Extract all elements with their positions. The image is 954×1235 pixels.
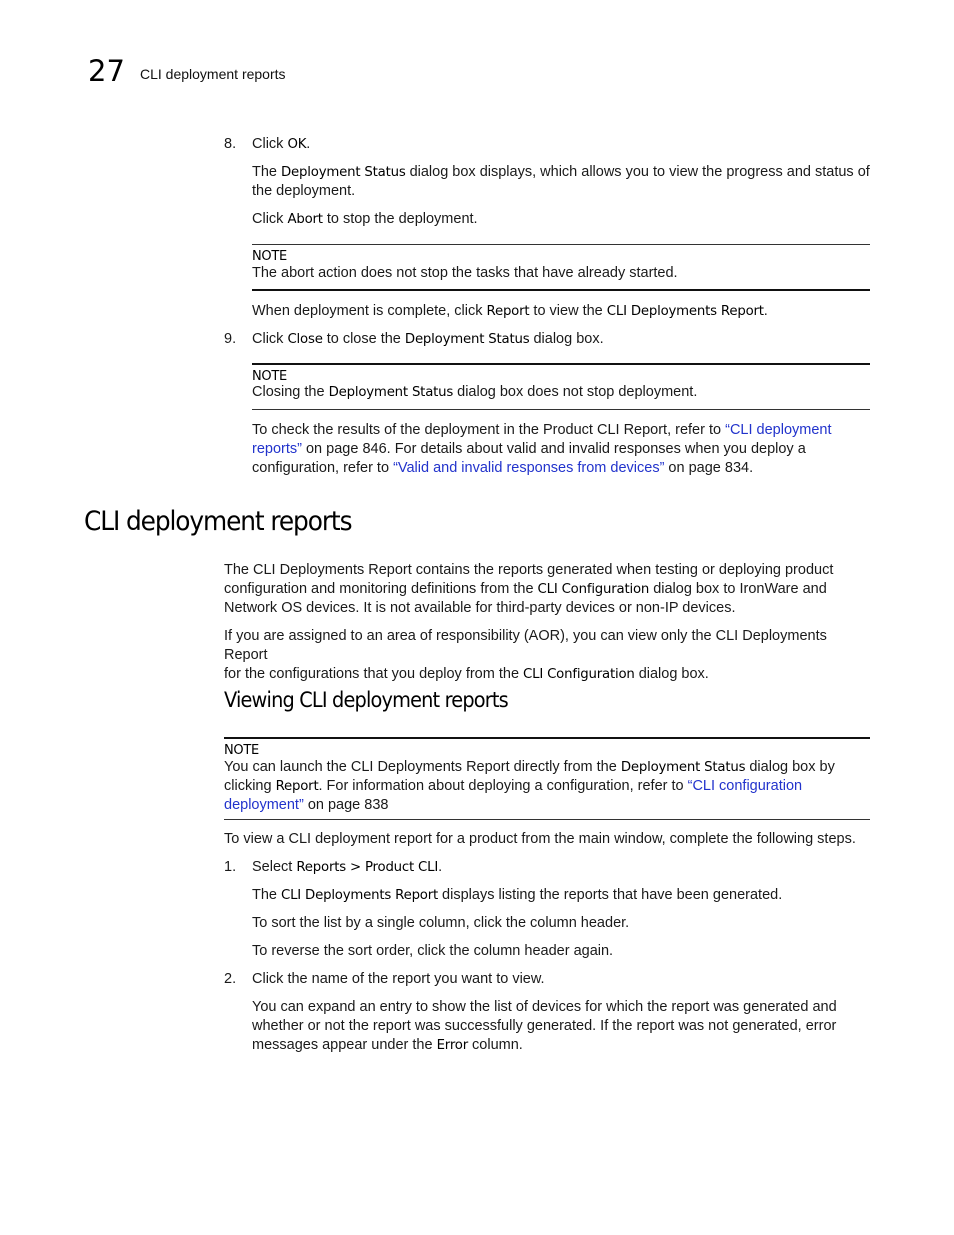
- chapter-number: 27: [88, 54, 125, 88]
- text: to stop the deployment.: [322, 211, 478, 227]
- step-8-para-1: [252, 163, 872, 201]
- view-step-2-para-1: [252, 998, 872, 1055]
- text: Click: [252, 331, 288, 347]
- view-step-1-para-3: To reverse the sort order, click the column header again.: [252, 943, 614, 959]
- text: dialog box by: [745, 759, 835, 775]
- view-step-1-para-1: [252, 886, 782, 905]
- note-3-label: NOTE: [224, 743, 259, 758]
- text: The CLI Deployments Report contains the reports generated when testing or deploying product: [224, 562, 834, 578]
- report-term: Report: [486, 304, 530, 319]
- text: to close the: [322, 331, 405, 347]
- text: .: [763, 303, 768, 319]
- step-8-text: [252, 135, 310, 154]
- note-3-top-rule: [224, 737, 870, 739]
- text: the deployment.: [252, 183, 356, 199]
- section-paragraph-1: [224, 561, 874, 618]
- text: displays listing the reports that have been generated.: [438, 887, 783, 903]
- text: to view the: [529, 303, 607, 319]
- cli-deployment-reports-link-cont[interactable]: reports”: [252, 441, 302, 457]
- text: for the configurations that you deploy from the: [224, 666, 524, 682]
- cli-configuration-deployment-link-cont[interactable]: deployment”: [224, 797, 304, 813]
- cli-deployments-report-term: CLI Deployments Report: [606, 304, 764, 319]
- view-step-2-number: 2.: [224, 971, 237, 987]
- text: Select: [252, 859, 297, 875]
- text: on page 834.: [664, 460, 754, 476]
- section-heading: CLI deployment reports: [84, 506, 352, 537]
- cli-deployments-report-term: CLI Deployments Report: [281, 888, 439, 903]
- view-step-1-para-2: To sort the list by a single column, click the column header.: [252, 915, 630, 931]
- deployment-status-term: Deployment Status: [281, 165, 406, 180]
- note-3-text: [224, 758, 870, 815]
- report-term: Report: [275, 779, 319, 794]
- text: Closing the: [252, 384, 329, 400]
- subsection-heading: Viewing CLI deployment reports: [224, 688, 508, 712]
- note-1-text: The abort action does not stop the tasks that have already started.: [252, 265, 678, 281]
- menu-path-term: Reports > Product CLI: [296, 860, 439, 875]
- text: The: [252, 887, 282, 903]
- note-1-top-rule: [252, 244, 870, 245]
- cli-deployment-reports-link[interactable]: “CLI deployment: [725, 422, 832, 438]
- check-results-paragraph: [252, 421, 872, 478]
- step-8-number: 8.: [224, 136, 237, 152]
- text: on page 846. For details about valid and invalid responses when you deploy a: [301, 441, 806, 457]
- close-term: Close: [287, 332, 323, 347]
- text: The: [252, 164, 282, 180]
- step-8-post: .: [306, 136, 311, 152]
- text: If you are assigned to an area of responsibility (AOR), you can view only the CLI Deployments Report: [224, 628, 827, 663]
- after-note-1-text: [252, 302, 768, 321]
- cli-configuration-term: CLI Configuration: [523, 667, 635, 682]
- note-3-bottom-rule: [224, 819, 870, 820]
- deployment-status-term: Deployment Status: [404, 332, 530, 347]
- note-1-bottom-rule: [252, 289, 870, 291]
- step-9-number: 9.: [224, 331, 237, 347]
- text: dialog box to IronWare and: [649, 581, 827, 597]
- view-step-1-number: 1.: [224, 859, 237, 875]
- text: dialog box.: [634, 666, 709, 682]
- view-step-1-text: [252, 858, 442, 877]
- step-9-text: [252, 330, 604, 349]
- text: dialog box does not stop deployment.: [453, 384, 698, 400]
- note-2-top-rule: [252, 363, 870, 365]
- note-2-bottom-rule: [252, 409, 870, 410]
- valid-invalid-responses-link[interactable]: “Valid and invalid responses from devices”: [393, 460, 665, 476]
- text: configuration, refer to: [252, 460, 394, 476]
- ok-term: OK: [287, 137, 307, 152]
- cli-configuration-term: CLI Configuration: [537, 582, 650, 597]
- text: You can launch the CLI Deployments Report directly from the: [224, 759, 621, 775]
- note-2-text: [252, 383, 697, 402]
- cli-configuration-deployment-link[interactable]: “CLI configuration: [687, 778, 803, 794]
- error-term: Error: [436, 1038, 469, 1053]
- abort-term: Abort: [287, 212, 323, 227]
- running-header-title: CLI deployment reports: [140, 66, 286, 82]
- text: whether or not the report was successfully generated. If the report was not generated, error: [252, 1018, 837, 1034]
- text: Network OS devices. It is not available for third-party devices or non-IP devices.: [224, 600, 736, 616]
- note-2-label: NOTE: [252, 369, 287, 384]
- text: .: [438, 859, 443, 875]
- text: When deployment is complete, click: [252, 303, 487, 319]
- text: clicking: [224, 778, 276, 794]
- text: column.: [468, 1037, 523, 1053]
- deployment-status-term: Deployment Status: [620, 760, 746, 775]
- text: messages appear under the: [252, 1037, 437, 1053]
- deployment-status-term: Deployment Status: [328, 385, 454, 400]
- text: configuration and monitoring definitions from the: [224, 581, 538, 597]
- text: To check the results of the deployment in the Product CLI Report, refer to: [252, 422, 726, 438]
- text: Click: [252, 211, 288, 227]
- text: You can expand an entry to show the list of devices for which the report was generated and: [252, 999, 837, 1015]
- text: dialog box displays, which allows you to view the progress and status of: [405, 164, 870, 180]
- view-step-2-text: Click the name of the report you want to view.: [252, 971, 545, 987]
- text: dialog box.: [529, 331, 604, 347]
- view-intro: To view a CLI deployment report for a product from the main window, complete the following steps.: [224, 831, 856, 847]
- text: on page 838: [303, 797, 389, 813]
- text: . For information about deploying a configuration, refer to: [318, 778, 688, 794]
- section-paragraph-2: [224, 627, 874, 684]
- step-8-para-2: [252, 210, 478, 229]
- step-8-pre: Click: [252, 136, 288, 152]
- note-1-label: NOTE: [252, 249, 287, 264]
